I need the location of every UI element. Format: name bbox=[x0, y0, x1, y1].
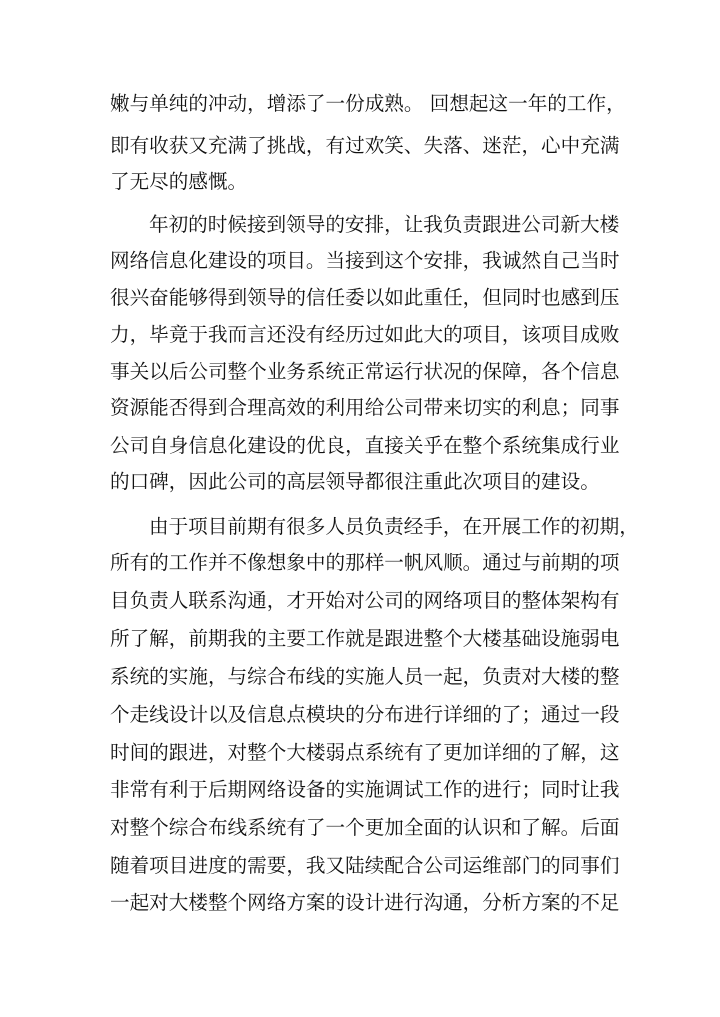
text-line: 很兴奋能够得到领导的信任委以如此重任，但同时也感到压 bbox=[110, 286, 620, 309]
text-line: 个走线设计以及信息点模块的分布进行详细的了；通过一段 bbox=[110, 703, 620, 726]
text-line: 年初的时候接到领导的安排，让我负责跟进公司新大楼 bbox=[149, 213, 620, 236]
text-line: 网络信息化建设的项目。当接到这个安排，我诚然自己当时 bbox=[110, 249, 620, 272]
text-line: 即有收获又充满了挑战，有过欢笑、失落、迷茫，心中充满 bbox=[110, 134, 620, 157]
text-line: 随着项目进度的需要，我又陆续配合公司运维部门的同事们 bbox=[110, 854, 620, 877]
text-line: 非常有利于后期网络设备的实施调试工作的进行；同时让我 bbox=[110, 778, 620, 801]
text-line: 力，毕竟于我而言还没有经历过如此大的项目，该项目成败 bbox=[110, 323, 620, 346]
text-line: 事关以后公司整个业务系统正常运行状况的保障，各个信息 bbox=[110, 360, 620, 383]
text-line: 对整个综合布线系统有了一个更加全面的认识和了解。后面 bbox=[110, 816, 620, 839]
text-line: 目负责人联系沟通，才开始对公司的网络项目的整体架构有 bbox=[110, 589, 620, 612]
text-line: 系统的实施，与综合布线的实施人员一起，负责对大楼的整 bbox=[110, 665, 620, 688]
text-line: 所了解，前期我的主要工作就是跟进整个大楼基础设施弱电 bbox=[110, 627, 620, 650]
text-line: 的口碑，因此公司的高层领导都很注重此次项目的建设。 bbox=[110, 470, 600, 493]
text-line: 嫩与单纯的冲动，增添了一份成熟。 回想起这一年的工作， bbox=[110, 92, 626, 115]
text-line: 所有的工作并不像想象中的那样一帆风顺。通过与前期的项 bbox=[110, 551, 620, 574]
text-line: 由于项目前期有很多人员负责经手，在开展工作的初期， bbox=[149, 515, 639, 538]
text-line: 公司自身信息化建设的优良，直接关乎在整个系统集成行业 bbox=[110, 434, 620, 457]
text-line: 了无尽的感慨。 bbox=[110, 170, 248, 193]
text-line: 资源能否得到合理高效的利用给公司带来切实的利息；同事 bbox=[110, 396, 620, 419]
text-line: 时间的跟进，对整个大楼弱点系统有了更加详细的了解，这 bbox=[110, 741, 620, 764]
text-line: 一起对大楼整个网络方案的设计进行沟通，分析方案的不足 bbox=[110, 891, 620, 914]
